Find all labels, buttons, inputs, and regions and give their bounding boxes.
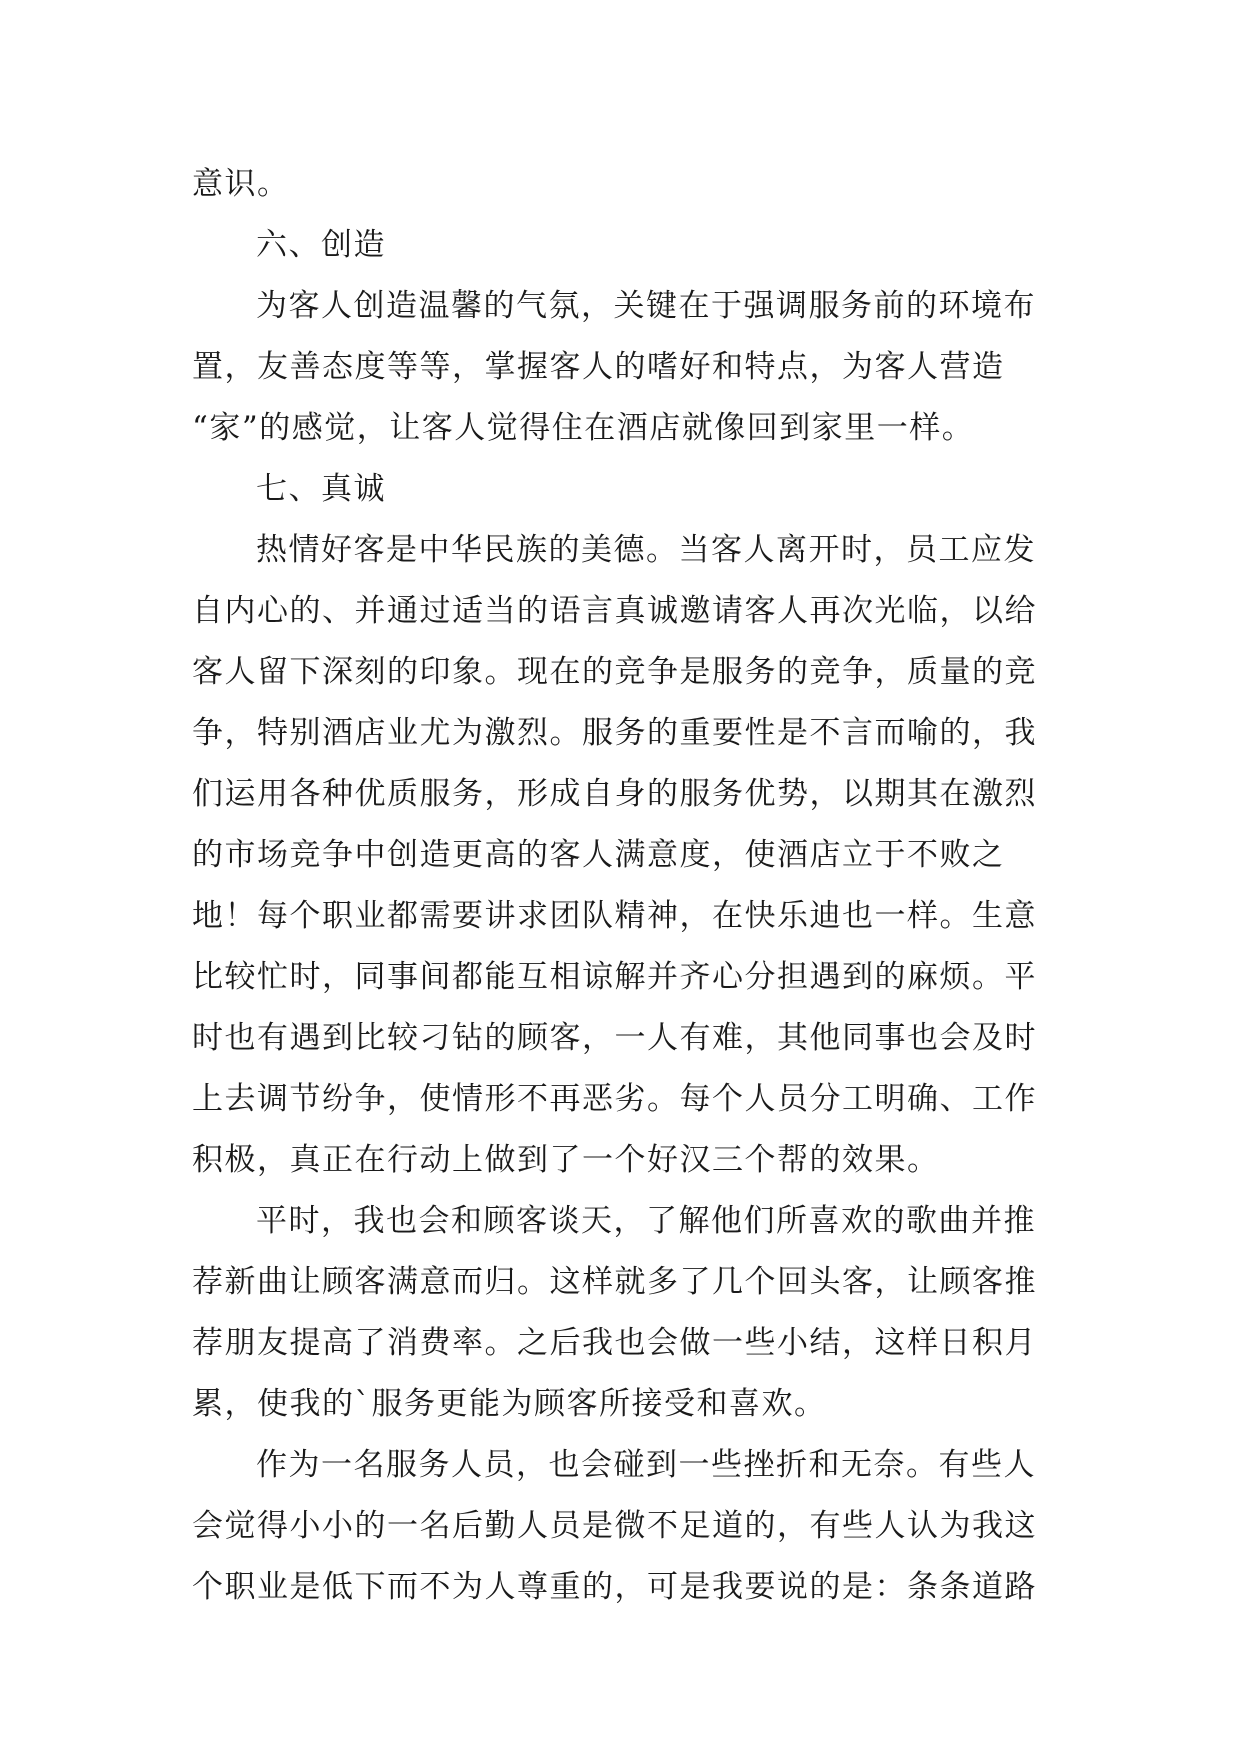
section-heading: 七、真诚 (256, 471, 386, 507)
text-line: 客人留下深刻的印象。现在的竞争是服务的竞争，质量的竞 (192, 654, 1037, 690)
text-line: 自内心的、并通过适当的语言真诚邀请客人再次光临，以给 (192, 593, 1037, 629)
text-line: 争，特别酒店业尤为激烈。服务的重要性是不言而喻的，我 (192, 715, 1037, 751)
text-line: 的市场竞争中创造更高的客人满意度，使酒店立于不败之 (192, 837, 1005, 873)
text-line: 比较忙时，同事间都能互相谅解并齐心分担遇到的麻烦。平 (192, 959, 1037, 995)
text-line: “家”的感觉，让客人觉得住在酒店就像回到家里一样。 (192, 410, 975, 446)
text-line: 置，友善态度等等，掌握客人的嗜好和特点，为客人营造 (192, 349, 1005, 385)
text-line: 个职业是低下而不为人尊重的，可是我要说的是：条条道路 (192, 1569, 1037, 1605)
text-line: 积极，真正在行动上做到了一个好汉三个帮的效果。 (192, 1142, 940, 1178)
document-body (192, 154, 1062, 1618)
text-line: 热情好客是中华民族的美德。当客人离开时，员工应发 (256, 532, 1036, 568)
text-line: 时也有遇到比较刁钻的顾客，一人有难，其他同事也会及时 (192, 1020, 1037, 1056)
text-line: 作为一名服务人员，也会碰到一些挫折和无奈。有些人 (256, 1447, 1036, 1483)
text-line: 会觉得小小的一名后勤人员是微不足道的，有些人认为我这 (192, 1508, 1037, 1544)
text-line: 为客人创造温馨的气氛，关键在于强调服务前的环境布 (256, 288, 1036, 324)
text-line: 上去调节纷争，使情形不再恶劣。每个人员分工明确、工作 (192, 1081, 1037, 1117)
text-line: 意识。 (192, 166, 290, 202)
text-line: 地！每个职业都需要讲求团队精神，在快乐迪也一样。生意 (192, 898, 1037, 934)
text-line: 累，使我的`服务更能为顾客所接受和喜欢。 (192, 1386, 827, 1422)
section-heading: 六、创造 (256, 227, 386, 263)
text-line: 荐新曲让顾客满意而归。这样就多了几个回头客，让顾客推 (192, 1264, 1037, 1300)
text-line: 平时，我也会和顾客谈天，了解他们所喜欢的歌曲并推 (256, 1203, 1036, 1239)
text-line: 们运用各种优质服务，形成自身的服务优势，以期其在激烈 (192, 776, 1037, 812)
text-line: 荐朋友提高了消费率。之后我也会做一些小结，这样日积月 (192, 1325, 1037, 1361)
